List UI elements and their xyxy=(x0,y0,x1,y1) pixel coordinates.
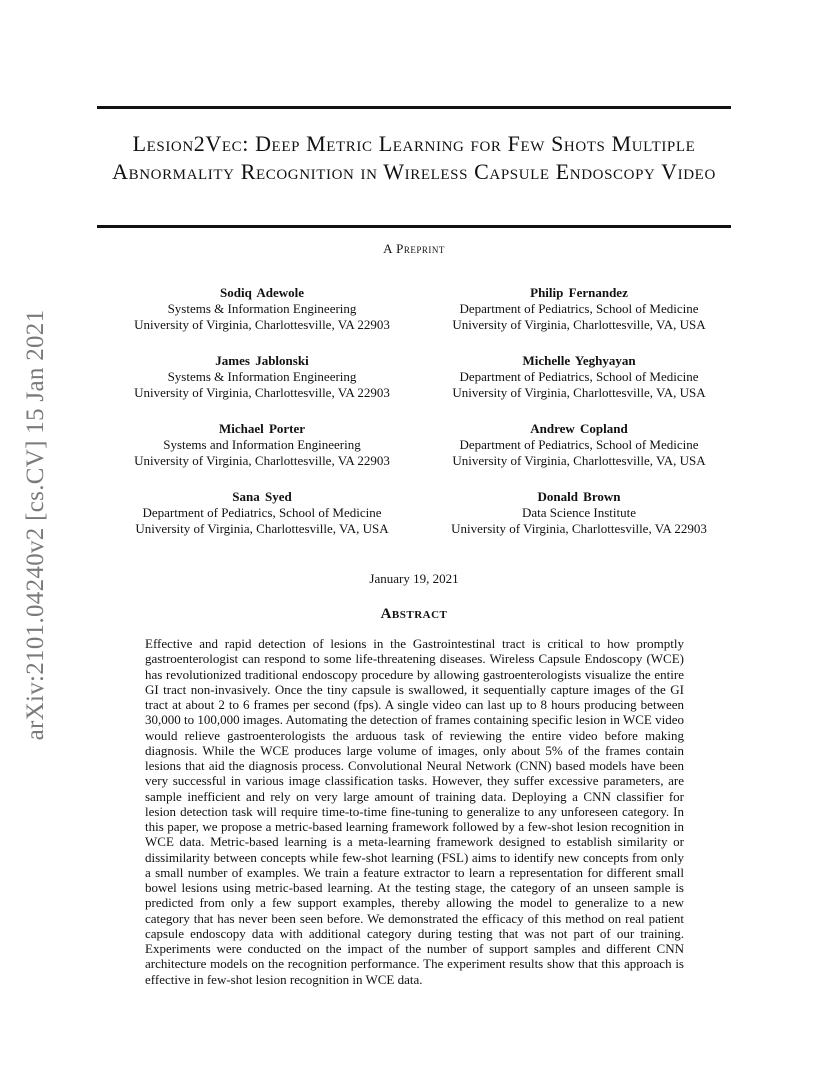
abstract-heading: Abstract xyxy=(380,606,448,622)
author-block xyxy=(427,421,731,469)
publication-date: January 19, 2021 xyxy=(369,571,459,586)
author-affiliation: University of Virginia, Charlottesville, VA 22903 xyxy=(451,521,707,536)
author-affiliation: University of Virginia, Charlottesville, VA 22903 xyxy=(134,317,390,332)
author-block xyxy=(427,353,731,401)
author-block xyxy=(97,353,427,401)
author-affiliation: University of Virginia, Charlottesville, VA 22903 xyxy=(134,453,390,468)
author-list xyxy=(97,285,731,537)
author-name: Sana Syed xyxy=(232,489,292,504)
title-bottom-rule xyxy=(97,225,731,228)
author-name: Michael Porter xyxy=(218,421,306,436)
author-department: Department of Pediatrics, School of Medicine xyxy=(459,437,699,452)
author-block xyxy=(97,285,427,333)
author-name: James Jablonski xyxy=(215,353,309,368)
paper-title: Lesion2Vec: Deep Metric Learning for Few Shots Multiple Abnormality Recognition in Wireless Capsule Endoscopy Video xyxy=(112,131,716,184)
author-name: Sodiq Adewole xyxy=(220,285,304,300)
author-block xyxy=(97,489,427,537)
author-name: Andrew Copland xyxy=(530,421,628,436)
author-name: Donald Brown xyxy=(537,489,621,504)
author-affiliation: University of Virginia, Charlottesville, VA, USA xyxy=(452,453,706,468)
author-name: Michelle Yeghyayan xyxy=(522,353,636,368)
author-affiliation: University of Virginia, Charlottesville, VA, USA xyxy=(452,385,706,400)
author-block xyxy=(427,285,731,333)
author-department: Department of Pediatrics, School of Medicine xyxy=(142,505,382,520)
author-affiliation: University of Virginia, Charlottesville, VA 22903 xyxy=(134,385,390,400)
author-block xyxy=(97,421,427,469)
author-department: Systems & Information Engineering xyxy=(167,301,357,316)
author-affiliation: University of Virginia, Charlottesville, VA, USA xyxy=(452,317,706,332)
arxiv-identifier-stamp: arXiv:2101.04240v2 [cs.CV] 15 Jan 2021 xyxy=(22,309,49,741)
author-department: Department of Pediatrics, School of Medicine xyxy=(459,301,699,316)
author-department: Systems & Information Engineering xyxy=(167,369,357,384)
author-department: Systems and Information Engineering xyxy=(163,437,361,452)
author-block xyxy=(427,489,731,537)
author-department: Data Science Institute xyxy=(521,505,637,520)
title-top-rule xyxy=(97,106,731,109)
abstract-text: Effective and rapid detection of lesions in the Gastrointestinal tract is critical to how promptly gastroenterologist can respond to some life-threatening diseases. Wireless Capsule Endoscopy (WCE) has revolutionized traditional endoscopy procedure by allowing gastroenterologists visualize the entire GI tract non-invasively. Once the tiny capsule is swallowed, it sequentially capture images of the GI tract at about 2 to 6 frames per second (fps). A single video can last up to 8 hours producing between 30,000 to 100,000 images. Automating the detection of frames containing specific lesion in WCE video would relieve gastroenterologists the arduous task of reviewing the entire video before making diagnosis. While the WCE produces large volume of images, only about 5% of the frames contain lesions that aid the diagnosis process. Convolutional Neural Network (CNN) based models have been very successful in various image classification tasks. However, they suffer excessive parameters, are sample inefficient and rely on very large amount of training data. Deploying a CNN classifier for lesion detection task will require time-to-time fine-tuning to generalize to any unforeseen category. In this paper, we propose a metric-based learning framework followed by a few-shot lesion recognition in WCE data. Metric-based learning is a meta-learning framework designed to establish similarity or dissimilarity between concepts while few-shot learning (FSL) aims to identify new concepts from only a small number of examples. We train a feature extractor to learn a representation for different small bowel lesions using metric-based learning. At the testing stage, the category of an unseen sample is predicted from only a few support examples, thereby allowing the model to generalize to a new category that has never been seen before. We demonstrated the efficacy of this method on real patient capsule endoscopy data with additional category during testing that was not part of our training. Experiments were conducted on the impact of the number of support samples and different CNN architecture models on the recognition performance. The experiment results show that this approach is effective in few-shot lesion recognition in WCE data. xyxy=(145,636,684,987)
author-name: Philip Fernandez xyxy=(530,285,628,300)
author-affiliation: University of Virginia, Charlottesville, VA, USA xyxy=(135,521,389,536)
preprint-label: A Preprint xyxy=(383,241,445,256)
author-department: Department of Pediatrics, School of Medicine xyxy=(459,369,699,384)
